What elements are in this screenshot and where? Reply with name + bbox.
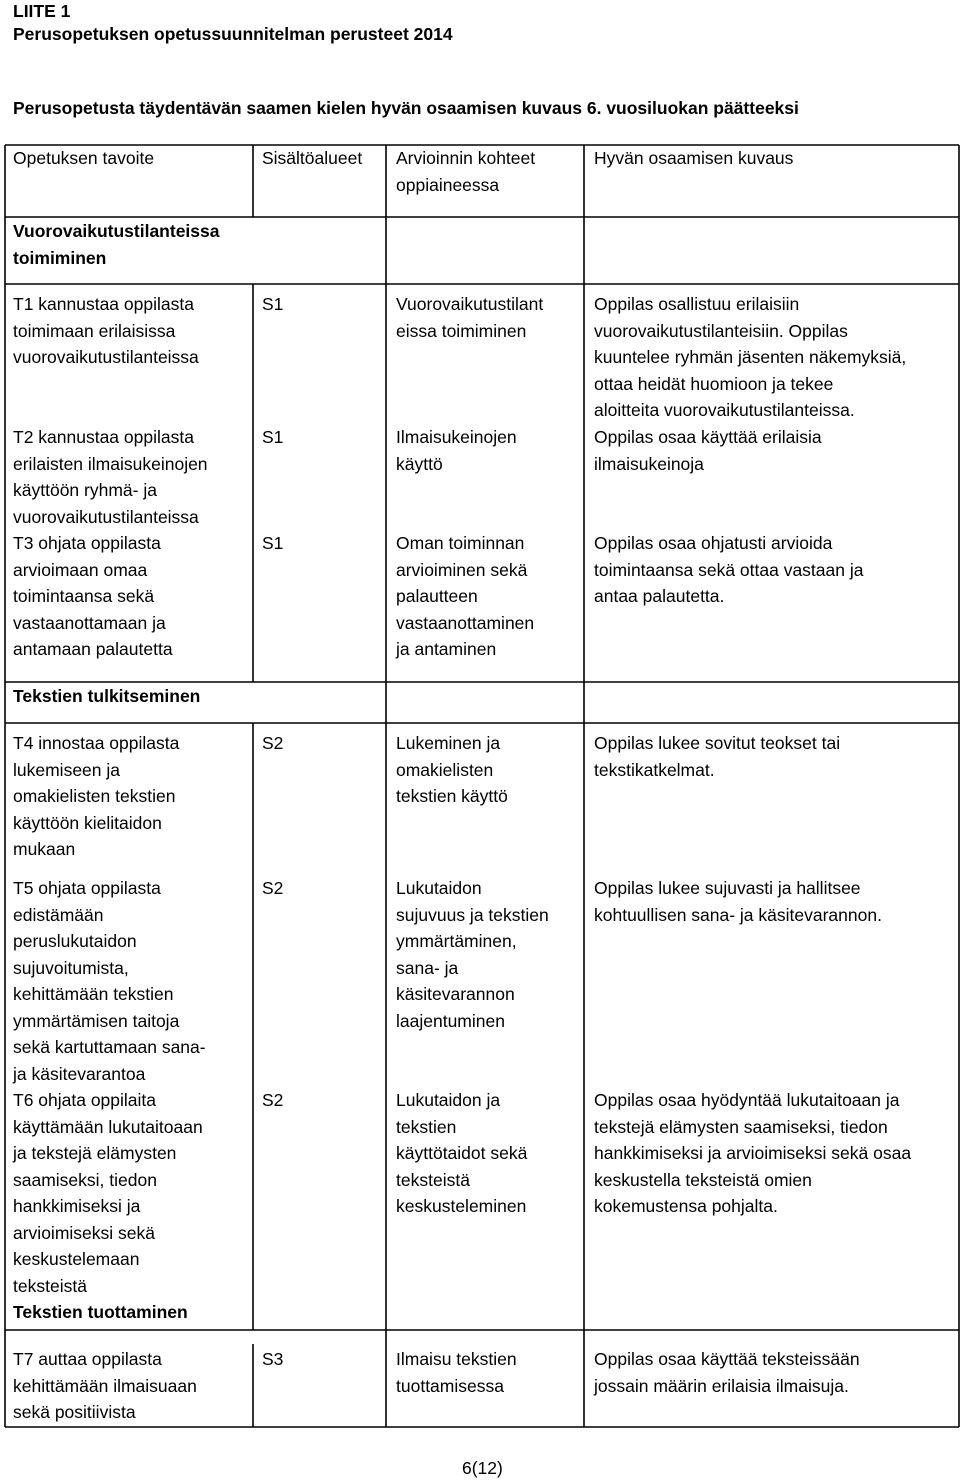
- table-row-t5-target: Lukutaidon sujuvuus ja tekstien ymmärtäminen, sana- ja käsitevarannon laajentuminen: [396, 878, 549, 1031]
- table-row-t1-description: Oppilas osallistuu erilaisiin vuorovaikutustilanteisiin. Oppilas kuuntelee ryhmän jäsenten näkemyksiä, ottaa heidät huomioon ja tekee aloitteita vuorovaikutustilanteissa.: [594, 294, 907, 420]
- page-number: 6(12): [462, 1458, 503, 1478]
- table-row-t2-content: S1: [262, 427, 284, 447]
- table-row-t4-content: S2: [262, 733, 284, 753]
- table-row-t2-description: Oppilas osaa käyttää erilaisia ilmaisukeinoja: [594, 427, 822, 474]
- section-title: Perusopetusta täydentävän saamen kielen hyvän osaamisen kuvaus 6. vuosiluokan päätteeksi: [13, 98, 799, 118]
- table-row-t1-target: Vuorovaikutustilant eissa toimiminen: [396, 294, 544, 341]
- table-row-t2-target: Ilmaisukeinojen käyttö: [396, 427, 517, 474]
- appendix-label: LIITE 1: [13, 1, 71, 21]
- section-heading-text-production: Tekstien tuottaminen: [13, 1302, 188, 1322]
- table-row-t5-goal: T5 ohjata oppilasta edistämään peruslukutaidon sujuvoitumista, kehittämään tekstien ymmärtämisen taitoja sekä kartuttamaan sana- ja käsitevarantoa: [13, 878, 206, 1084]
- table-row-t5-description: Oppilas lukee sujuvasti ja hallitsee kohtuullisen sana- ja käsitevarannon.: [594, 878, 882, 925]
- table-row-t4-target: Lukeminen ja omakielisten tekstien käyttö: [396, 733, 508, 806]
- table-row-t3-description: Oppilas osaa ohjatusti arvioida toimintaansa sekä ottaa vastaan ja antaa palautetta.: [594, 533, 864, 606]
- table-row-t3-target: Oman toiminnan arvioiminen sekä palautteen vastaanottaminen ja antaminen: [396, 533, 535, 659]
- table-row-t7-goal: T7 auttaa oppilasta kehittämään ilmaisuaan sekä positiivista: [13, 1349, 197, 1422]
- table-row-t7-target: Ilmaisu tekstien tuottamisessa: [396, 1349, 517, 1396]
- section-heading-text-interpretation: Tekstien tulkitseminen: [13, 686, 201, 706]
- column-header-assessment-targets: Arvioinnin kohteet oppiaineessa: [396, 148, 536, 195]
- section-heading-interaction: Vuorovaikutustilanteissa toimiminen: [13, 221, 220, 268]
- table-row-t7-content: S3: [262, 1349, 284, 1369]
- document-title: Perusopetuksen opetussuunnitelman perusteet 2014: [13, 24, 453, 44]
- table-row-t7-description: Oppilas osaa käyttää teksteissään jossain määrin erilaisia ilmaisuja.: [594, 1349, 860, 1396]
- table-row-t6-content: S2: [262, 1090, 284, 1110]
- table-row-t6-goal: T6 ohjata oppilaita käyttämään lukutaitoaan ja tekstejä elämysten saamiseksi, tiedon hankkimiseksi ja arvioimiseksi sekä keskustelemaan teksteistä: [13, 1090, 203, 1296]
- table-row-t1-content: S1: [262, 294, 284, 314]
- column-header-good-competence: Hyvän osaamisen kuvaus: [594, 148, 794, 168]
- table-row-t5-content: S2: [262, 878, 284, 898]
- column-header-goal: Opetuksen tavoite: [13, 148, 155, 168]
- column-header-content-areas: Sisältöalueet: [262, 148, 363, 168]
- table-row-t1-goal: T1 kannustaa oppilasta toimimaan erilaisissa vuorovaikutustilanteissa: [13, 294, 199, 367]
- table-row-t4-description: Oppilas lukee sovitut teokset tai tekstikatkelmat.: [594, 733, 841, 780]
- table-row-t3-content: S1: [262, 533, 284, 553]
- table-row-t6-target: Lukutaidon ja tekstien käyttötaidot sekä teksteistä keskusteleminen: [396, 1090, 528, 1216]
- table-row-t4-goal: T4 innostaa oppilasta lukemiseen ja omakielisten tekstien käyttöön kielitaidon mukaan: [13, 733, 180, 859]
- table-row-t6-description: Oppilas osaa hyödyntää lukutaitoaan ja tekstejä elämysten saamiseksi, tiedon hankkimiseksi ja arvioimiseksi sekä osaa keskustella teksteistä omien kokemustensa pohjalta.: [594, 1090, 912, 1216]
- table-row-t3-goal: T3 ohjata oppilasta arvioimaan omaa toimintaansa sekä vastaanottamaan ja antamaan palautetta: [13, 533, 173, 659]
- table-row-t2-goal: T2 kannustaa oppilasta erilaisten ilmaisukeinojen käyttöön ryhmä- ja vuorovaikutustilanteissa: [13, 427, 208, 527]
